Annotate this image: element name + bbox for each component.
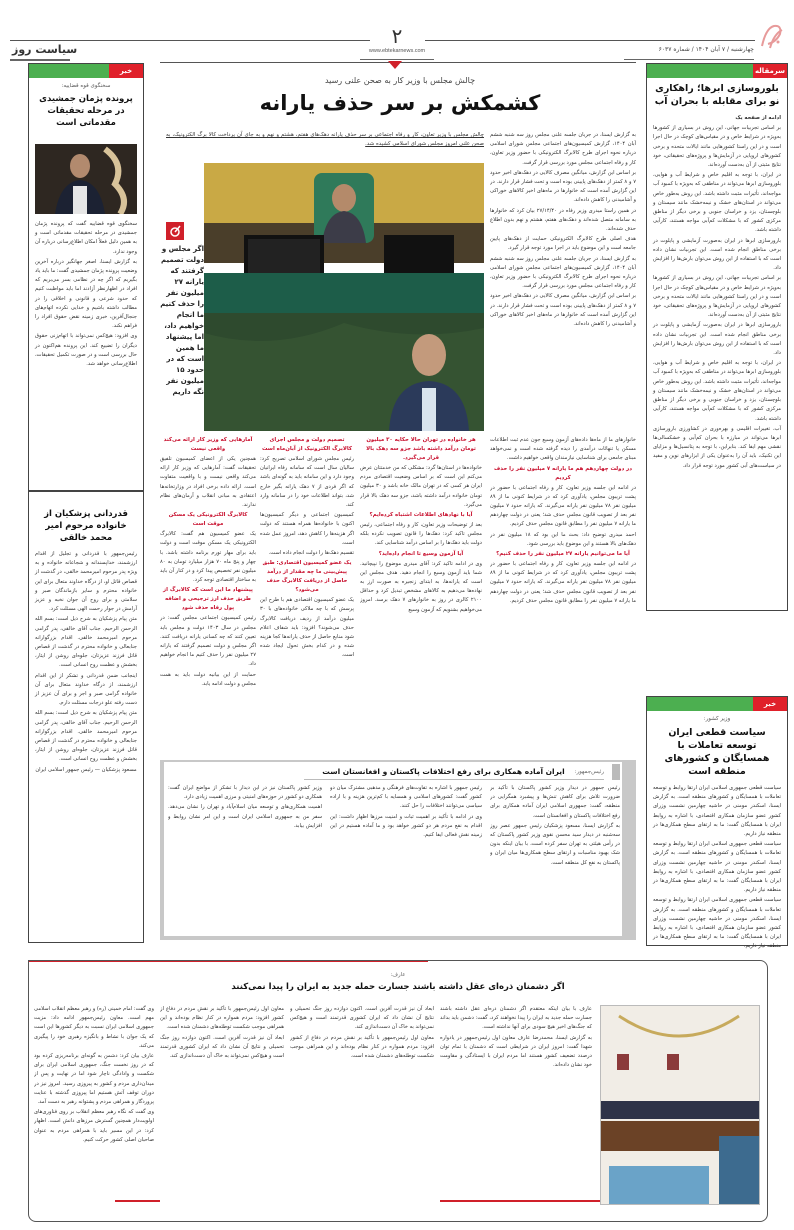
red-pointer-icon [388, 61, 402, 69]
newspaper-logo [756, 20, 788, 52]
subhead: هر خانواده در تهران حالا حکایه ۳۰ میلیون تومان درآمد داشته باشد جزو سه دهک بالا قرار می‌گیرد. [366, 437, 476, 461]
editorial-box [646, 63, 788, 611]
president-col-3: وزیر کشور پاکستان نیز در این دیدار با تشکر از مواضع ایران گفت: همکاری دو کشور در حوزه‌های امنیتی و مرزی اهمیت زیادی دارد. اهمیت همکاری‌های و توسعه میان اسلام‌آباد و تهران را نشان می‌دهد. سفر من به جمهوری اسلامی ایران است و این امر نشان روابط و افزایش بیابد. [168, 785, 322, 829]
url-underline [360, 59, 434, 60]
news-tag: خبر [753, 697, 787, 711]
pull-quote [160, 222, 204, 398]
khaleghi-news-box [28, 491, 144, 943]
quote-mark-icon [166, 222, 184, 240]
president-col-1: رئیس جمهور در دیدار وزیر کشور پاکستان با تأکید بر ضرورت تلاش برای کاهش تنش‌ها و پیشبرد همگرایی در منطقه، گفت: جمهوری اسلامی ایران آماده همکاری برای رفع اختلافات پاکستان و افغانستان است. به گزارش ایسنا، مسعود پزشکیان رئیس جمهور عصر روز سه‌شنبه در دیدار سید محسن نقوی وزیر کشور پاکستان که در رأس هیئتی به تهران سفر کرده است، با بیان اینکه بدون شک بهبود مناسبات و ارتقای سطح همکاری‌ها میان ایران و پاکستان به نفع کل منطقه است. [490, 785, 620, 866]
editorial-title[interactable]: بلوروسازی ابرها؛ راهکاری نو برای مقابله با بحران آب [654, 83, 780, 107]
aref-title[interactable]: اگر دشمنان ذره‌ای عقل داشته باشند جسارت حمله جدید به ایران را پیدا نمی‌کنند [231, 982, 565, 992]
aref-col-1: عارف با بیان اینکه معتقدم اگر دشمنان ذره‌ای عقل داشته باشند جسارت حمله جدید به ایران را پیدا نخواهند کرد، گفت: دشمن باید بداند که جنگ‌های اخیر هیچ سودی برای آنها نداشته است. به گزارش ایسنا، محمدرضا عارف معاون اول رئیس‌جمهور در یادواره شهدا گفت: امروز ایران در شرایطی است که دشمنان با تمام توان درصدد تضعیف کشور هستند اما مردم ایران با ایستادگی و مقاومت خود نشان داده‌اند. [440, 1006, 592, 1069]
main-col-left: تصمیم دولت و مجلس اجرای کالابرگ الکترونیک از آبان‌ماه است رئیس مجلس شورای اسلامی تصریح کرد: سالیان سال است که سامانه رفاه ایرانیان وجود دارد و این سامانه باید به گونه‌ای باشد که اگر فردی از ۷ دهک یارانه بگیر خارج شد، بتواند اطلاعات خود را در سامانه وارد کند. کمیسیون اجتماعی و دیگر کمیسیون‌ها اکنون با خانواده‌ها همراه هستند که دولت اگر هزینه‌ها را کاهش دهد، امروز عمل شده است. تقسیم دهک‌ها را دولت انجام داده است. یک عضو کمیسیون اقتصادی: طبق پیش‌بینی ما چه مقدار از درآمد حاصل از دریافت کالابرگ حذف می‌شود؟ یک عضو کمیسیون اقتصادی هم با طرح این پرسش که با چه ملاکی خانواده‌های با ۳۰ میلیون درآمد از ردیف دریافت کالابرگ حذف می‌شوند؟ افزود: باید شفاف اعلام شود منابع حاصل از حذف یارانه‌ها کجا هزینه شده و در کدام بخش تحول ایجاد شده است. [260, 437, 354, 659]
news-body: سیاست قطعی جمهوری اسلامی ایران ارتقا روابط و توسعه تعاملات با همسایگان و کشورهای منطقه است. به گزارش ایسنا، اسکندر مومنی در حاشیه چهارمین نشست وزرای کشور عضو سازمان همکاری اقتصادی، با اشاره به روابط ایران با همسایگان گفت: ما به ارتقای سطح همکاری‌ها در منطقه نیاز داریم. سیاست قطعی جمهوری اسلامی ایران ارتقا روابط و توسعه تعاملات با همسایگان و کشورهای منطقه است. به گزارش ایسنا، اسکندر مومنی در حاشیه چهارمین نشست وزرای کشور عضو سازمان همکاری اقتصادی، با اشاره به روابط ایران با همسایگان گفت: ما به ارتقای سطح همکاری‌ها در منطقه نیاز داریم. سیاست قطعی جمهوری اسلامی ایران ارتقا روابط و توسعه تعاملات با همسایگان و کشورهای منطقه است. به گزارش ایسنا، اسکندر مومنی در حاشیه چهارمین نشست وزرای کشور عضو سازمان همکاری اقتصادی، با اشاره به روابط ایران با همسایگان گفت: ما به ارتقای سطح همکاری‌ها در منطقه نیاز داریم. [653, 785, 781, 950]
interior-minister-news-box [646, 696, 788, 950]
president-title[interactable]: ایران آماده همکاری برای رفع اختلافات پاکستان و افغانستان است [322, 767, 565, 776]
main-col-mid-right: خانوارهای ما از ماه‌ها داده‌های آزمون وسیع جون عدم ثبت اطلاعات مسکن یا تنهائات درآمدی را دیده گرفته شده است و نمی‌خواهد مبنای جامعی برای شناسایی نیازمندان واقعی خواهیم داشت. در دولت چهاردهم هم ما یارانه ۷ میلیون نفر را حذف کردیم در ادامه این جلسه وزیر تعاون، کار و رفاه اجتماعی با حضور در پشت تریبون مجلس، یادآوری کرد که در شرایط کنونی ما از ۸۹ میلیون نفر ۷۸ میلیون نفر یارانه می‌گیرند. که یارانه حدود ۷ میلیون نفر بعد از تصویب قانون مجلس حذف شد؛ یعنی در دولت چهاردهم ما یارانه ۷ میلیون نفر را مطابق قانون مجلس حذف کردیم. احمد میدری توضیح داد: بحث ما این بود که ۱۸ میلیون نفر در دهک‌های بالا هستند و این موضوع باید بررسی شود. آیا ما می‌توانیم یارانه ۲۷ میلیون نفر را حذف کنیم؟ در ادامه این جلسه وزیر تعاون، کار و رفاه اجتماعی با حضور در پشت تریبون مجلس، یادآوری کرد که در شرایط کنونی ما از ۸۹ میلیون نفر ۷۸ میلیون نفر یارانه می‌گیرند. که یارانه حدود ۷ میلیون نفر بعد از تصویب قانون مجلس حذف شد؛ یعنی در دولت چهاردهم ما یارانه ۷ میلیون نفر را مطابق قانون مجلس حذف کردیم. [490, 437, 636, 604]
news-body: رئیس‌جمهور با قدردانی و تجلیل از اقدام ارزشمند، خداپسندانه و شجاعانه خانواده و به ویژه پدر مرحوم امیرمحمد خالقی، در گذشت از قصاص قاتل او، از درگاه خداوند متعال برای این خانواده محترم و سایر بازماندگان صبر و سلامتی و برای روح آن جوان نخبه و عزیز آرامش در جوار رحمت الهی مسئلت کرد. متن پیام پزشکیان به شرح ذیل است: بسم الله الرحمن الرحیم. جناب آقای خالقی، پدر گرامی مرحوم امیرمحمد خالقی. اقدام بزرگوارانه جنابعالی و خانواده محترم در گذشت از قصاص قاتل فرزند عزیزتان، جلوه‌ای روشن از ایثار، بخشش و عظمت روح انسانی است. اینجانب ضمن قدردانی و تشکر از این اقدام ارزشمند، از درگاه خداوند متعال برای آن خانواده گرامی صبر و اجر و برای آن عزیز از دست رفته علو درجات مسئلت دارم. متن پیام پزشکیان به شرح ذیل است: بسم الله الرحمن الرحیم. جناب آقای خالقی، پدر گرامی مرحوم امیرمحمد خالقی. اقدام بزرگوارانه جنابعالی و خانواده محترم در گذشت از قصاص قاتل فرزند عزیزتان، جلوه‌ای روشن از ایثار، بخشش و عظمت روح انسانی است. مسعود پزشکیان — رئیس جمهور اسلامی ایران [35, 551, 137, 773]
main-col-right: به گزارش ایسنا، در جریان جلسه علنی مجلس روز سه شنبه ششم آبان ۱۴۰۴، گزارش کمیسیون‌های اجتماعی مجلس شورای اسلامی درباره نحوه اجرای طرح کالابرگ الکترونیکی با حضور وزیر تعاون، کار و رفاه اجتماعی مجلس مورد بررسی قرار گرفت. بر اساس این گزارش، میانگین مصرف کالایی در دهک‌های اخیر حدود ۷ و ۸ کمتر از دهک‌های پایینی بوده است و تحت فشار قرار دارند. در این گزارش آمده است که خانوارها در ماه‌های اخیر کالاهای خوراکی و آشامیدنی را کاهش داده‌اند. در همین راستا میدری وزیر رفاه در ۲۷/۱۴/۴۰ بیان کرد که خانوارها به سامانه متصل شده‌اند و دهک‌های هفتم، هشتم و نهم بدون اطلاع حذف شده‌اند. هدف اصلی طرح کالابرگ الکترونیکی حمایت از دهک‌های پایین جامعه است و این موضوع باید در اجرا مورد توجه قرار گیرد. به گزارش ایسنا، در جریان جلسه علنی مجلس روز سه شنبه ششم آبان ۱۴۰۴، گزارش کمیسیون‌های اجتماعی مجلس شورای اسلامی درباره نحوه اجرای طرح کالابرگ الکترونیکی با حضور وزیر تعاون، کار و رفاه اجتماعی مجلس مورد بررسی قرار گرفت. بر اساس این گزارش، میانگین مصرف کالایی در دهک‌های اخیر حدود ۷ و ۸ کمتر از دهک‌های پایینی بوده است و تحت فشار قرار دارند. در این گزارش آمده است که خانوارها در ماه‌های اخیر کالاهای خوراکی و آشامیدنی را کاهش داده‌اند. [490, 132, 636, 328]
page-number: ۲ [391, 24, 403, 48]
masthead-rule-left [10, 40, 370, 41]
subhead: تصمیم دولت و مجلس اجرای کالابرگ الکترونیک از آبان‌ماه است [261, 437, 353, 452]
news-tag: خبر [109, 64, 143, 78]
news-body: سخنگوی قوه قضاییه گفت که پرونده پژمان جمشیدی در مرحله تحقیقات مقدماتی است و به همین دلیل فعلاً امکان اطلاع‌رسانی درباره آن وجود ندارد. به گزارش ایسنا، اصغر جهانگیر درباره آخرین وضعیت پرونده پژمان جمشیدی گفت: ما باید یاد بگیریم که اگر چه در نظامی بسر می‌بریم که افراد در اظهارنظر آزادند اما باید مواظبت کنیم که حدود شرعی و قانونی و اخلاقی را در مطالب داشته باشیم و خدایی نکرده اتهام‌های جنجال‌آفرین، خبری زمینه نقض حقوق افراد را فراهم نکند. وی افزود: هیچ‌کس نمی‌تواند با اتهام‌زنی حقوق دیگران را تضییع کند. این پرونده هم‌اکنون در حال بررسی است و در صورت تکمیل تحقیقات، اطلاع‌رسانی خواهد شد. [35, 221, 137, 368]
subhead: یک عضو کمیسیون اقتصادی: طبق پیش‌بینی ما چه مقدار از درآمد حاصل از دریافت کالابرگ حذف می‌شود؟ [262, 560, 352, 594]
editorial-tag: سرمقاله [753, 64, 787, 78]
editorial-continued: ادامه از صفحه یک [735, 115, 781, 121]
aref-kicker: عارف: [390, 972, 406, 978]
main-lead: چالش مجلس با وزیر تعاون، کار و رفاه اجتماعی بر سر حذف یارانه دهک‌های هفتم، هشتم و نهم و به جای آن پرداخت کالا برگ الکترونیک، به صحن علنی امروز مجلس شورای اسلامی کشیده شد. [166, 132, 484, 147]
aref-col-2: ابعاد آن نیز قدرت آفرین است. اکنون دوازده روز جنگ تحمیلی و نتایج آن نشان داد که ایران کشوری قدرتمند است و هیچ‌کس نمی‌تواند به خاک آن دست‌اندازی کند. معاون اول رئیس‌جمهور با تأکید بر نقش مردم در دفاع از کشور افزود: مردم همواره در کنار نظام بوده‌اند و این همراهی موجب شکست توطئه‌های دشمنان شده است. [290, 1006, 434, 1060]
editorial-tag-bar [647, 64, 787, 78]
president-kicker: رئیس‌جمهور: [574, 768, 604, 775]
subhead: آمارهایی که وزیر کار ارائه می‌کند واقعی نیست [163, 437, 253, 452]
meeting-photo [600, 1005, 760, 1205]
subhead: پیشنهاد ما این است که کالابرگ از طریق حذف ارز ترجیحی و اضافه پول رفاه حذف شود [163, 587, 253, 612]
president-col-2: رئیس جمهور با اشاره به تفاوت‌های فرهنگی و مذهبی مشترک میان دو کشور گفت: کشورهای اسلامی و همسایه با کم‌ترین هزینه و با اراده سیاسی می‌توانند اختلافات را حل کنند. وی در ادامه با تأکید بر اهمیت ثبات و امنیت مرزها اظهار داشت: این اقدام به نفع مردم هر دو کشور خواهد بود و ما آماده هستیم در این زمینه نقش فعالی ایفا کنیم. [330, 785, 482, 839]
subhead: آیا آزمون وسیع تا انجام داده‌اید؟ [378, 550, 464, 557]
main-headline[interactable]: کشمکش بر سر حذف یارانه [259, 91, 541, 115]
news-title[interactable]: قدردانی پزشکیان از خانواده مرحوم امیر محمد خالقی [44, 509, 128, 543]
main-kicker: چالش مجلس با وزیر کار به صحن علنی رسید [324, 76, 476, 85]
section-title: سیاست روز [12, 43, 78, 56]
jamshidi-news-box [28, 63, 144, 491]
parliament-photo [204, 163, 484, 313]
subhead: در دولت چهاردهم هم ما یارانه ۷ میلیون نفر را حذف کردیم [493, 465, 633, 481]
issue-date: چهارشنبه / ۷ آبان ۱۴۰۴ / شماره ۶۰۳۷ [658, 46, 754, 53]
main-col-mid-left: هر خانواده در تهران حالا حکایه ۳۰ میلیون تومان درآمد داشته باشد جزو سه دهک بالا قرار می‌گیرد. خانواده‌ها در استان‌ها گرد: مشکلی که من خدمتتان عرض می‌کنم این است که بر اساس وضعیت اقتصادی مردم ایران هر کسی که در تهران مالک خانه باشد و ۳۰ میلیون تومان خانواده درآمد داشته باشد، جزو سه دهک بالا قرار می‌گیرد. آیا با نهادهای اطلاعات اشتباه کرده‌ایم؟ بعد از توضیحات وزیر تعاون، کار و رفاه اجتماعی، رئیس مجلس تاکید کرد: دهک‌ها را قانون تصویب نکرده بلکه دولت باید دهک‌ها را بر اساس درآمد شناسایی کند. آیا آزمون وسیع تا انجام داده‌اید؟ وی در ادامه تاکید کرد: آقای میدری موضوع را نپیچانید. شما باید آزمون وسیع را انجام دهید. هدف مجلس این است که یارانه‌ها، به ابتدای زنجیره به صورت ارز به نهاده‌ها می‌دهیم به کالاهای مشخص تبدیل کرد و حداقل ۲۱۰۰ کالری در روز به خانوارهای ۷ دهک برسد. امروز می‌خواهیم بشنویم که آزمون وسیع [360, 437, 482, 613]
date-underline [624, 59, 754, 60]
subhead: کالابرگ الکترونیکی یک مسکن موقت است [168, 512, 248, 528]
logo-icon [756, 20, 788, 52]
news-kicker: وزیر کشور: [703, 716, 731, 722]
news-title[interactable]: پرونده پژمان جمشیدی در مرحله تحقیقات مقدماتی است [39, 94, 133, 128]
subhead: آیا ما می‌توانیم یارانه ۲۷ میلیون نفر را حذف کنیم؟ [496, 551, 630, 558]
news-title[interactable]: سیاست قطعی ایران توسعه تعاملات با همسایگان و کشورهای منطقه است [664, 727, 770, 777]
pull-quote-text: اگر مجلس و دولت تصمیم گرفتند که یارانه ۲۷ میلیون نفر را حذف کنیم ما انجام خواهیم داد، اما پیشنهاد ما همین است که در حدود ۱۵ میلیون نفر نگه داریم [160, 245, 204, 396]
section-underline [10, 59, 70, 61]
aref-col-3: معاون اول رئیس‌جمهور با تأکید بر نقش مردم در دفاع از کشور افزود: مردم همواره در کنار نظام بوده‌اند و این همراهی موجب شکست توطئه‌های دشمنان شده است. ابعاد آن نیز قدرت آفرین است. اکنون دوازده روز جنگ تحمیلی و نتایج آن نشان داد که ایران کشوری قدرتمند است و هیچ‌کس نمی‌تواند به خاک آن دست‌اندازی کند. [160, 1006, 284, 1060]
minister-photo [204, 313, 484, 431]
website-url[interactable]: www.ebtekarnews.com [368, 48, 426, 54]
masthead-rule-right [425, 40, 755, 41]
aref-col-4: وی گفت: امام خمینی (ره) و رهبر معظم انقلاب اسلامی مهم است. معاون رئیس‌جمهور ادامه داد: مزیت جمهوری اسلامی ایران نسبت به دیگر کشورها این است که یک جوان با نشاط و بانگیزه رهبری خود را پیگیری می‌کند. عارف بیان کرد: دشمن به گونه‌ای برنامه‌ریزی کرده بود که در روز نخست جنگ، جمهوری اسلامی ایران برای شکست و وادادگی ناچار شود اما در نهایت و پس از میدان‌داری مردم و کشور به پیروزی رسید. امروز نیز در دوران توقف آتش هستیم اما پیروزی گذشته با عنایت پروردگار و همراهی مردم و پشتوانه رهبر به دست آمد. وی گفت که نگاه رهبر معظم انقلاب بر روی فناوری‌های اولویت‌دار همچنین گسترش مرزهای دانش است. اظهار کرد: در این مسیر باید با همراهی مردم به عنوان صاحبان اصلی کشور حرکت کنیم. [34, 1006, 154, 1143]
president-story-header [304, 764, 604, 780]
subhead: آیا با نهادهای اطلاعات اشتباه کرده‌ایم؟ [369, 512, 473, 519]
jamshidi-photo [35, 144, 137, 214]
main-col-far-left: آمارهایی که وزیر کار ارائه می‌کند واقعی نیست همچنین یکی از اعضای کمیسیون تلفیق تحقیقات گفت: آمارهایی که وزیر کار ارائه می‌کند واقعی نیست و با واقعیت متفاوت است. ارائه داده برخی افراد در وزارتخانه‌ها اعتقادی به مبانی انقلاب و آرمان‌های نظام ندارند. کالابرگ الکترونیکی یک مسکن موقت است یک عضو کمیسیون هم گفت: کالابرگ الکترونیکی یک مسکن موقت است و دولت باید برای مهار تورم برنامه داشته باشد. با چهار و پنج ماه ۷۰ هزار میلیارد تومان به ۸۰ میلیون نفر تخصیص پیدا کرد و در کنار آن باید به ساختار اقتصادی توجه کرد. پیشنهاد ما این است که کالابرگ از طریق حذف ارز ترجیحی و اضافه پول رفاه حذف شود رئیس کمیسیون اجتماعی مجلس گفت: در مجلس در سال ۱۴۰۳ دولت و مجلس باید تعیین کنند که چه کسانی یارانه دریافت کنند. اگر مجلس و دولت تصمیم گرفتند که یارانه ۲۷ میلیون نفر را حذف کنیم ما انجام خواهیم داد. حمایت از این بیانیه دولت باید به همت مجلس و دولت ادامه یابد. [160, 437, 256, 687]
editorial-body: ادامه از صفحه یک بر اساس تجربیات جهانی، این روش در بسیاری از کشورها به‌ویژه در شرایط خاص و در مقیاس‌های کوچک در حال اجرا است و در این راستا کشورهایی مانند ایالات متحده و برخی کشورهای اروپایی در آزمایش‌ها و پروژه‌های تحقیقاتی، خود نتایج مثبتی از آن به‌دست آورده‌اند. در ایران، با توجه به اقلیم خاص و شرایط آب و هوایی، بلوروسازی ابرها می‌تواند در مناطقی که به‌ویژه با کمبود آب مواجه‌اند، تأثیرات مثبت داشته باشد. این روش به‌طور خاص می‌تواند در استان‌های خشک و نیمه‌خشک مانند سیستان و بلوچستان، یزد و خراسان جنوبی و برخی دیگر از مناطق مرکزی کشور که با مشکلات کم‌آبی مواجه هستند، کارآیی داشته باشد. بارورسازی ابرها در ایران به‌صورت آزمایشی و پایلوت در برخی مناطق انجام شده است. این تجربیات نشان داده است که با استفاده از این روش می‌توان بارش‌ها را افزایش داد. بر اساس تجربیات جهانی، این روش در بسیاری از کشورها به‌ویژه در شرایط خاص و در مقیاس‌های کوچک در حال اجرا است و در این راستا کشورهایی مانند ایالات متحده و برخی کشورهای اروپایی در آزمایش‌ها و پروژه‌های تحقیقاتی، خود نتایج مثبتی از آن به‌دست آورده‌اند. بارورسازی ابرها در ایران به‌صورت آزمایشی و پایلوت در برخی مناطق انجام شده است. این تجربیات نشان داده است که با استفاده از این روش می‌توان بارش‌ها را افزایش داد. در ایران، با توجه به اقلیم خاص و شرایط آب و هوایی، بلوروسازی ابرها می‌تواند در مناطقی که به‌ویژه با کمبود آب مواجه‌اند، تأثیرات مثبت داشته باشد. این روش به‌طور خاص می‌تواند در استان‌های خشک و نیمه‌خشک مانند سیستان و بلوچستان، یزد و خراسان جنوبی و برخی دیگر از مناطق مرکزی کشور که با مشکلات کم‌آبی مواجه هستند، کارآیی داشته باشد. آب، تغییرات اقلیمی و بهره‌وری در کشاورزی بارورسازی ابرها می‌تواند در مبارزه با بحران کم‌آبی و خشکسالی‌ها نقشی مهم ایفا کند. بنابراین، با توجه به پتانسیل‌ها و مزایای این تکنیک، باید آن را به‌عنوان یکی از ابزارهای نوین و مفید در سیاست‌های آبی کشور مورد توجه قرار داد. [653, 115, 781, 469]
news-kicker: سخنگوی قوه قضاییه: [61, 83, 111, 89]
